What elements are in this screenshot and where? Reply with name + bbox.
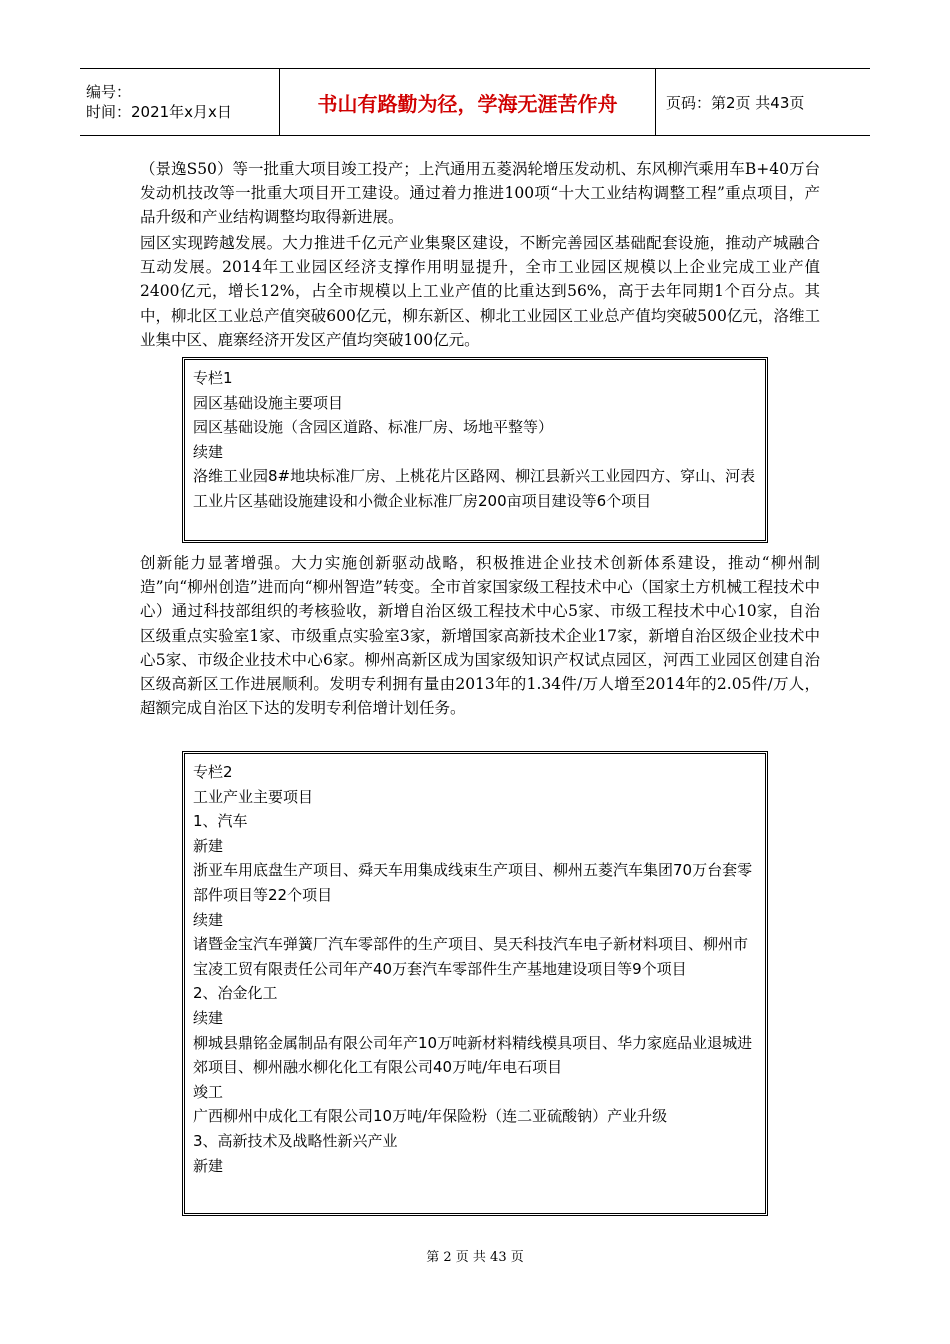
box2-metallurgy-completed-content: 广西柳州中成化工有限公司10万吨/年保险粉（连二亚硫酸钠）产业升级 bbox=[193, 1107, 668, 1126]
box2-auto-new-content: 浙亚车用底盘生产项目、舜天车用集成线束生产项目、柳州五菱汽车集团70万台套零部件项目等22个项目 bbox=[193, 861, 753, 904]
box2-status-new: 新建 bbox=[193, 836, 224, 855]
page-label: 页码：第2页 共43页 bbox=[666, 93, 805, 112]
box1-category: 园区基础设施（含园区道路、标准厂房、场地平整等） bbox=[193, 418, 554, 437]
box2-section-auto: 1、汽车 bbox=[193, 812, 248, 831]
box2-status-continue-2: 续建 bbox=[193, 1008, 224, 1027]
box2-section-hightech: 3、高新技术及战略性新兴产业 bbox=[193, 1131, 398, 1150]
box1-content: 洛维工业园8#地块标准厂房、上桃花片区路网、柳江县新兴工业园四方、穿山、河表工业片区基础设施建设和小微企业标准厂房200亩项目建设等6个项目 bbox=[193, 467, 756, 510]
page-header bbox=[80, 68, 870, 136]
box2-metallurgy-continue-content: 柳城县鼎铭金属制品有限公司年产10万吨新材料精线模具项目、华力家庭品业退城进郊项目、柳州融水柳化化工有限公司40万吨/年电石项目 bbox=[193, 1033, 753, 1077]
box2-title: 专栏2 bbox=[193, 763, 233, 781]
box2-status-continue: 续建 bbox=[193, 910, 224, 929]
page-footer: 第 2 页 共 43 页 bbox=[426, 1250, 524, 1265]
motto-text: 书山有路勤为径，学海无涯苦作舟 bbox=[317, 91, 618, 116]
column-box-1 bbox=[182, 357, 768, 543]
box1-title: 专栏1 bbox=[193, 369, 233, 387]
box2-section-metallurgy: 2、冶金化工 bbox=[193, 984, 278, 1003]
box2-status-completed: 竣工 bbox=[193, 1082, 224, 1101]
box2-status-new-2: 新建 bbox=[193, 1156, 224, 1175]
box1-heading: 园区基础设施主要项目 bbox=[193, 393, 344, 412]
paragraph-parks: 园区实现跨越发展。大力推进千亿元产业集聚区建设，不断完善园区基础配套设施，推动产城融合互动发展。2014年工业园区经济支撑作用明显提升，全市工业园区规模以上企业完成工业产值2400亿元，增长12%，占全市规模以上工业产值的比重达到56%，高于去年同期1个百分点。其中，柳北区工业总产值突破600亿元，柳东新区、柳北工业园区工业总产值均突破500亿元，洛维工业集中区、鹿寨经济开发区产值均突破100亿元。 bbox=[140, 234, 820, 349]
box2-auto-continue-content: 诸暨金宝汽车弹簧厂汽车零部件的生产项目、昊天科技汽车电子新材料项目、柳州市宝凌工贸有限责任公司年产40万套汽车零部件生产基地建设项目等9个项目 bbox=[193, 935, 749, 978]
box2-heading: 工业产业主要项目 bbox=[193, 787, 314, 806]
header-page bbox=[656, 69, 870, 135]
paragraph-innovation: 创新能力显著增强。大力实施创新驱动战略，积极推进企业技术创新体系建设，推动“柳州制造”向“柳州创造”进而向“柳州智造”转变。全市首家国家级工程技术中心（国家土方机械工程技术中心）通过科技部组织的考核验收，新增自治区级工程技术中心5家、市级工程技术中心10家，自治区级重点实验室1家、市级重点实验室3家，新增国家高新技术企业17家，新增自治区级企业技术中心5家、市级企业技术中心6家。柳州高新区成为国家级知识产权试点园区，河西工业园区创建自治区级高新区工作进展顺利。发明专利拥有量由2013年的1.34件/万人增至2014年的2.05件/万人，超额完成自治区下达的发明专利倍增计划任务。 bbox=[140, 554, 820, 718]
header-meta bbox=[80, 69, 280, 135]
number-label: 编号： bbox=[86, 83, 132, 101]
date-label: 时间：2021年x月x日 bbox=[86, 103, 232, 121]
column-box-2 bbox=[182, 751, 768, 1216]
paragraph-intro: （景逸S50）等一批重大项目竣工投产；上汽通用五菱涡轮增压发动机、东风柳汽乘用车B+40万台发动机技改等一批重大项目开工建设。通过着力推进100项“十大工业结构调整工程”重点项目，产品升级和产业结构调整均取得新进展。 bbox=[140, 160, 820, 227]
header-motto bbox=[280, 69, 656, 135]
box1-status: 续建 bbox=[193, 442, 224, 461]
